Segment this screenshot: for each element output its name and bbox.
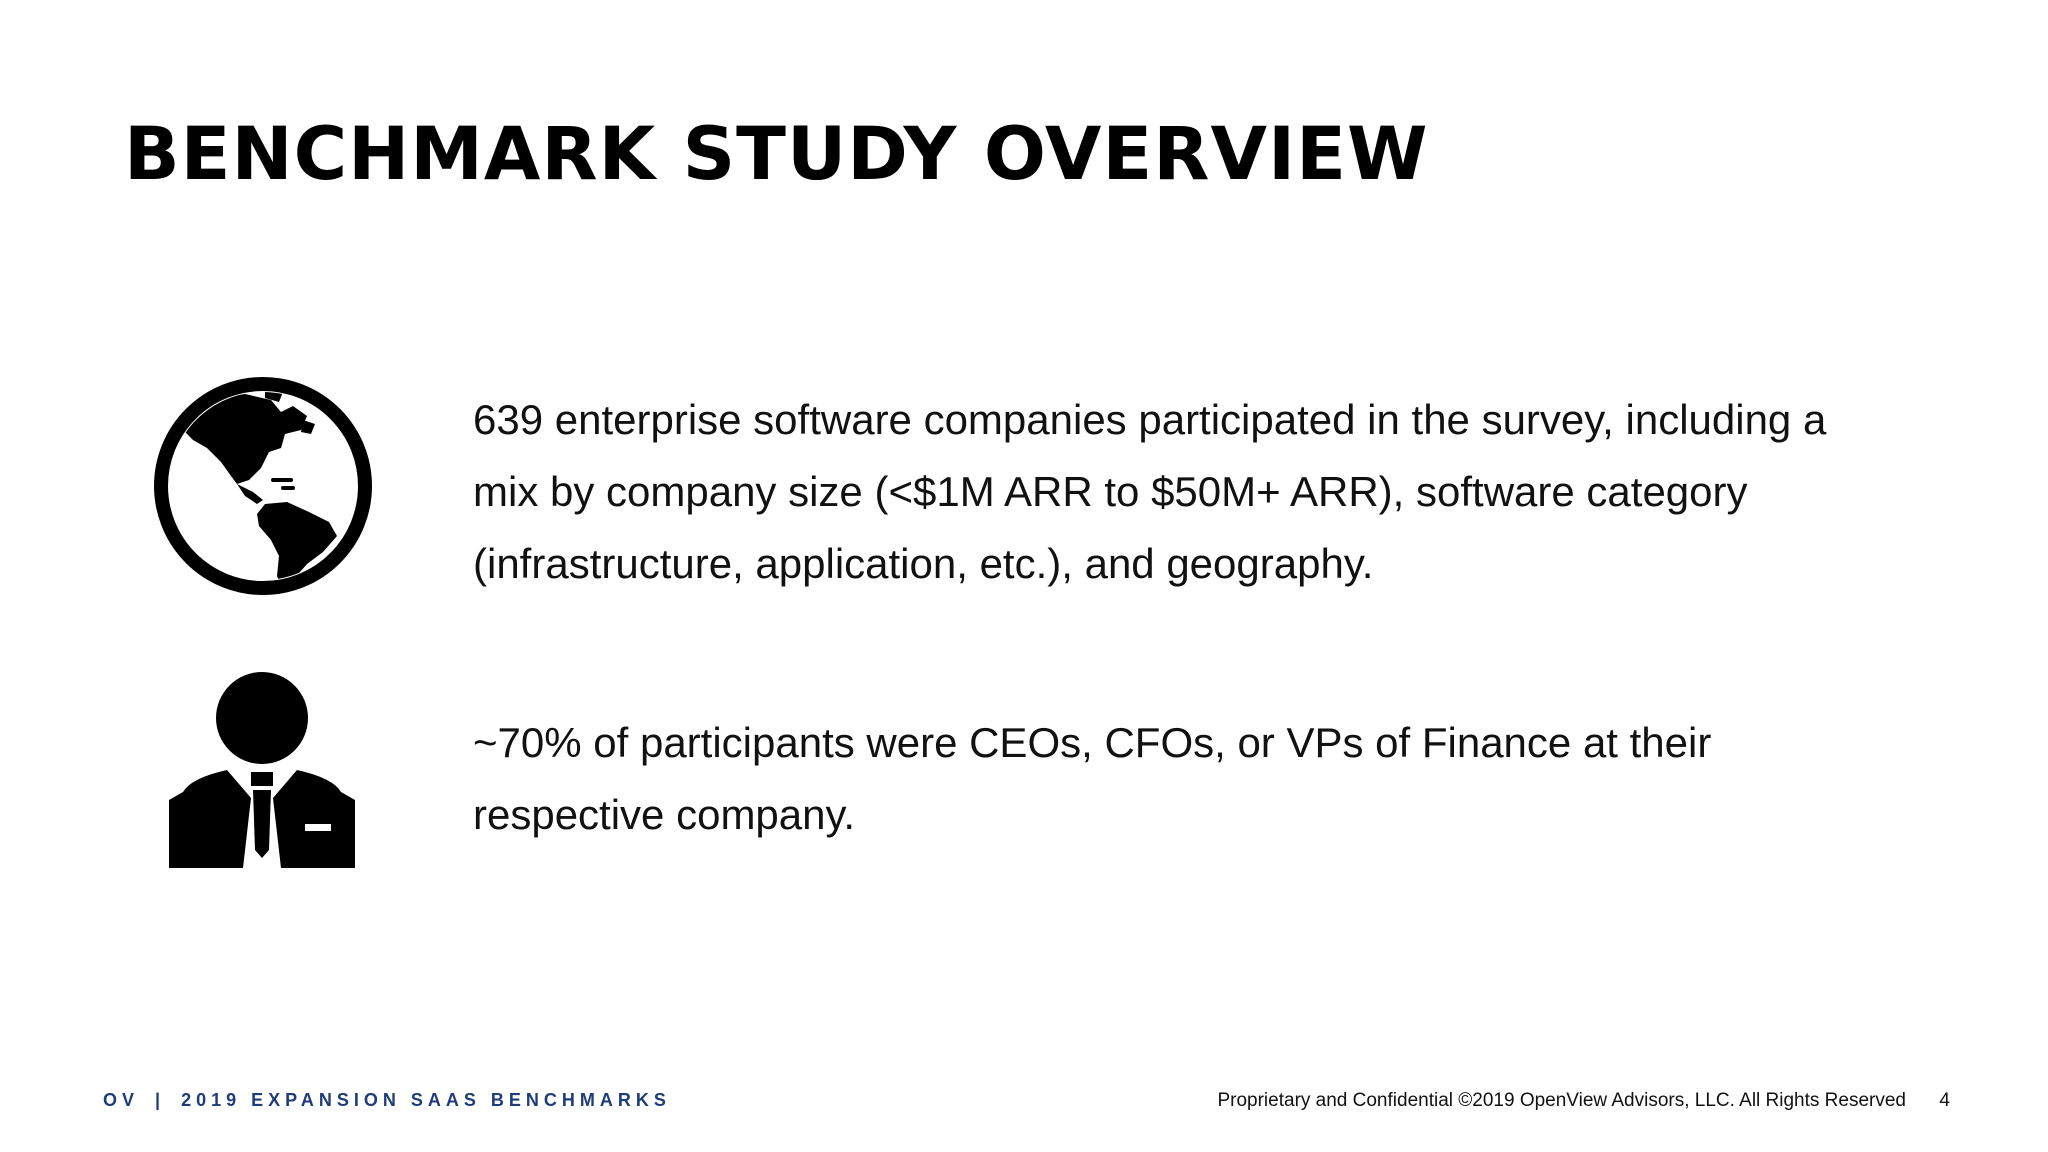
footer-report-label [103,1091,671,1109]
bullet-text-participants: 639 enterprise software companies participated in the survey, including a mix by company size (<$1M ARR to $50M+ ARR), software category (infrastructure, application, etc.), and geography. [473,396,1827,587]
bullet-text-participant-roles: ~70% of participants were CEOs, CFOs, or VPs of Finance at their respective company. [473,719,1712,838]
footer-report-title: 2019 EXPANSION SAAS BENCHMARKS [181,1090,671,1110]
footer-brand: OV [103,1090,140,1110]
slide-title: BENCHMARK STUDY OVERVIEW [124,112,1429,197]
footer-copyright: Proprietary and Confidential ©2019 OpenView Advisors, LLC. All Rights Reserved [1217,1090,1906,1111]
globe-icon [153,376,373,596]
page-number: 4 [1939,1090,1950,1111]
footer-separator: | [155,1090,166,1110]
businessperson-icon [169,672,355,868]
